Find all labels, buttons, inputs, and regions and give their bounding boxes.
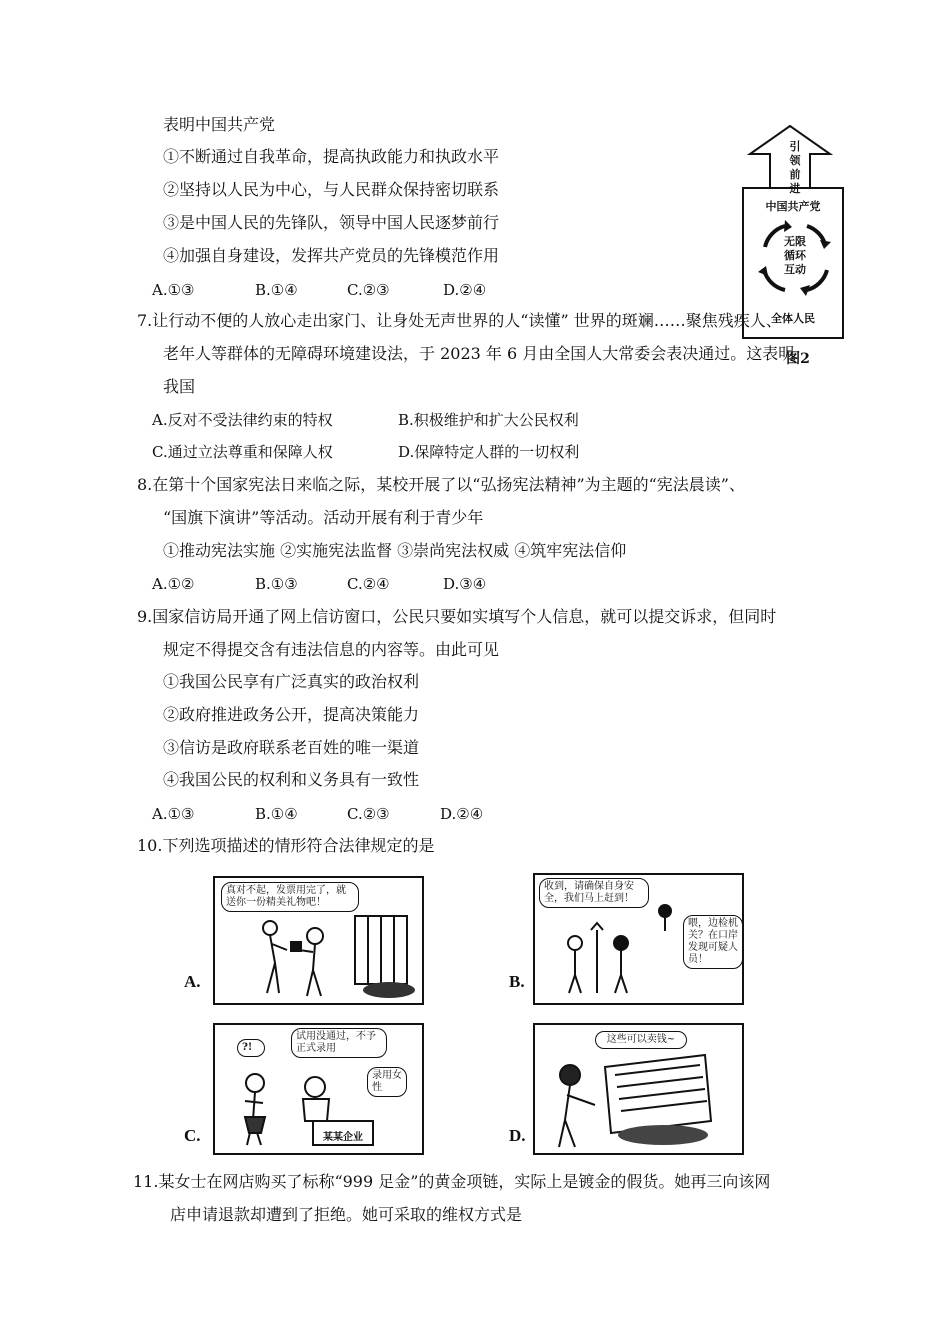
q10-stem: 10.下列选项描述的情形符合法律规定的是 bbox=[137, 836, 435, 855]
q11-line-1: 11.某女士在网店购买了标称“999 足金”的黄金项链，实际上是镀金的假货。她再三向该网 bbox=[133, 1172, 771, 1191]
q6-stem-tail: 表明中国共产党 bbox=[163, 115, 276, 134]
panel-c-bubble-3: 录用女性 bbox=[367, 1067, 407, 1097]
panel-c-sign: 某某企业 bbox=[323, 1132, 363, 1143]
panel-b-drawing bbox=[535, 875, 742, 1003]
q6-option-b: B.①④ bbox=[255, 281, 298, 299]
q8-option-a: A.①② bbox=[152, 575, 195, 593]
q7-line-2: 老年人等群体的无障碍环境建设法，于 2023 年 6 月由全国人大常委会表决通过。这表明 bbox=[163, 344, 795, 363]
q7-option-b: B.积极维护和扩大公民权利 bbox=[398, 411, 579, 429]
q9-line-2: 规定不得提交含有违法信息的内容等。由此可见 bbox=[163, 640, 500, 659]
q9-option-b: B.①④ bbox=[255, 805, 298, 823]
q8-option-c: C.②④ bbox=[347, 575, 390, 593]
party-people-diagram bbox=[740, 122, 850, 372]
panel-d-label: D. bbox=[509, 1126, 526, 1145]
panel-a-drawing bbox=[215, 878, 422, 1003]
panel-b-bubble-2: 喂，边检机关？在口岸发现可疑人员！ bbox=[683, 915, 743, 969]
q7-option-a: A.反对不受法律约束的特权 bbox=[152, 411, 333, 429]
q8-option-d: D.③④ bbox=[443, 575, 487, 593]
panel-d-bubble: 这些可以卖钱~ bbox=[595, 1031, 687, 1049]
q8-line-1: 8.在第十个国家宪法日来临之际，某校开展了以“弘扬宪法精神”为主题的“宪法晨读”、 bbox=[137, 475, 745, 494]
q7-option-c: C.通过立法尊重和保障人权 bbox=[152, 443, 333, 461]
q9-option-a: A.①③ bbox=[152, 805, 195, 823]
q6-item-1: ①不断通过自我革命，提高执政能力和执政水平 bbox=[163, 147, 500, 166]
diagram-center-text: 无限 循环 互动 bbox=[784, 235, 806, 276]
q7-line-3: 我国 bbox=[163, 377, 196, 396]
q8-option-b: B.①③ bbox=[255, 575, 298, 593]
diagram-caption: 图2 bbox=[786, 351, 810, 367]
panel-b-bubble-1: 收到，请确保自身安全，我们马上赶到！ bbox=[539, 878, 649, 908]
q9-option-d: D.②④ bbox=[440, 805, 484, 823]
q6-item-2: ②坚持以人民为中心，与人民群众保持密切联系 bbox=[163, 180, 500, 199]
panel-c-bubble-1: 试用没通过，不予正式录用 bbox=[291, 1028, 387, 1058]
q9-item-1: ①我国公民享有广泛真实的政治权利 bbox=[163, 672, 420, 691]
cartoon-panel-a bbox=[213, 876, 424, 1005]
diagram-arrow-text: 引 领 前 进 bbox=[789, 140, 801, 195]
panel-a-label: A. bbox=[184, 972, 201, 991]
diagram-top-label: 中国共产党 bbox=[765, 200, 821, 213]
q6-option-d: D.②④ bbox=[443, 281, 487, 299]
cartoon-panel-b bbox=[533, 873, 744, 1005]
q9-item-2: ②政府推进政务公开，提高决策能力 bbox=[163, 705, 420, 724]
q9-item-3: ③信访是政府联系老百姓的唯一渠道 bbox=[163, 738, 420, 757]
q9-item-4: ④我国公民的权利和义务具有一致性 bbox=[163, 770, 420, 789]
cartoon-panel-c bbox=[213, 1023, 424, 1155]
q11-line-2: 店申请退款却遭到了拒绝。她可采取的维权方式是 bbox=[170, 1205, 523, 1224]
q9-option-c: C.②③ bbox=[347, 805, 390, 823]
panel-a-bubble: 真对不起，发票用完了，就送你一份精美礼物吧！ bbox=[221, 882, 359, 912]
cartoon-panel-d bbox=[533, 1023, 744, 1155]
panel-c-bubble-2: ?! bbox=[237, 1039, 265, 1057]
panel-d-drawing bbox=[535, 1025, 742, 1153]
panel-c-label: C. bbox=[184, 1126, 201, 1145]
q6-item-3: ③是中国人民的先锋队，领导中国人民逐梦前行 bbox=[163, 213, 500, 232]
diagram-bottom-label: 全体人民 bbox=[771, 312, 815, 325]
q6-item-4: ④加强自身建设，发挥共产党员的先锋模范作用 bbox=[163, 246, 500, 265]
q6-option-a: A.①③ bbox=[152, 281, 195, 299]
q6-option-c: C.②③ bbox=[347, 281, 390, 299]
q8-items: ①推动宪法实施 ②实施宪法监督 ③崇尚宪法权威 ④筑牢宪法信仰 bbox=[163, 541, 627, 560]
q9-line-1: 9.国家信访局开通了网上信访窗口，公民只要如实填写个人信息，就可以提交诉求，但同时 bbox=[137, 607, 777, 626]
q7-option-d: D.保障特定人群的一切权利 bbox=[398, 443, 580, 461]
panel-b-label: B. bbox=[509, 972, 525, 991]
q7-line-1: 7.让行动不便的人放心走出家门、让身处无声世界的人“读懂” 世界的斑斓……聚焦残疾人、 bbox=[137, 311, 782, 330]
q8-line-2: “国旗下演讲”等活动。活动开展有利于青少年 bbox=[163, 508, 484, 527]
